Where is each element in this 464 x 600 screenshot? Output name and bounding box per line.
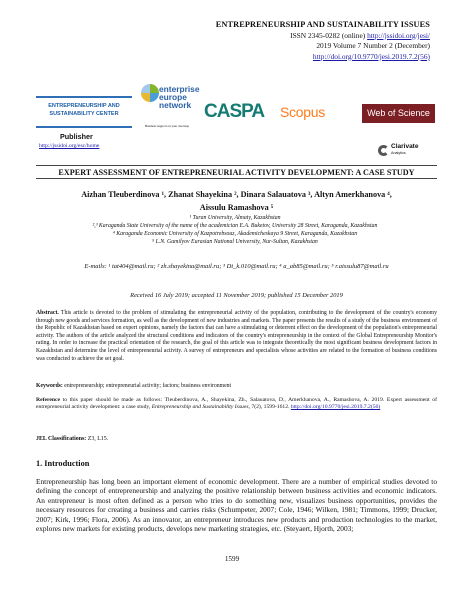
issn-line	[170, 31, 430, 42]
enterprise-europe-network-logo	[140, 82, 210, 142]
network-icon	[141, 84, 159, 102]
affiliations	[60, 214, 410, 246]
jel-label: JEL Classifications:	[36, 436, 87, 442]
clarivate-analytics: Analytics	[391, 151, 406, 155]
affiliation-1: ¹ Turan University, Almaty, Kazakhstan	[189, 215, 281, 221]
authors-line1: Aizhan Tleuberdinova ¹, Zhanat Shayekina ², Dinara Salauatova ³, Altyn Amerkhanova ⁴,	[81, 190, 392, 199]
abstract-text: This article is devoted to the problem of stimulating the entrepreneurial activity of the population, contributing to the development of the country's economy through new goods and services formation, as well as the development of new industries and markets. The paper presents the results of a study of the business environment of the Republic of Kazakhstan based on expert opinions, namely the factors that can have a stimulating or deterrent effect on the development of the population's entrepreneurial activity. The authors of the article analyzed the structural conditions and indicators of the country's entrepreneurship in the context of the Global Entrepreneurship Monitor's rating. In order to increase the practical orientation of the research, the goal of this article was to integrate theoretically the most significant business development factors in Kazakhstan and determine the level of entrepreneurial activity. A survey of entrepreneurs and specialists whose activities are related to the formation of business conditions was conducted to achieve the set goal.	[36, 310, 437, 362]
journal-title: ENTREPRENEURSHIP AND SUSTAINABILITY ISSUES	[215, 20, 430, 29]
clarivate-logo	[378, 145, 426, 157]
affiliation-2: ²,³ Karaganda State University of the name of the academician E.A. Buketov, University 28 Street, Karaganda, Kazakhstan	[92, 223, 378, 229]
page-number: 1599	[224, 555, 240, 563]
caspa-logo: CASPA	[204, 101, 265, 122]
affiliation-4: ⁵ L.N. Gumilyov Eurasian National University, Nur-Sultan, Kazakhstan	[152, 239, 318, 245]
center-logo-line2: SUSTAINABILITY CENTER	[49, 111, 119, 117]
center-logo-line1: ENTREPRENEURSHIP AND	[48, 103, 120, 109]
introduction-heading: 1. Introduction	[36, 459, 90, 468]
keywords	[36, 383, 437, 391]
reference-label: Reference	[36, 397, 61, 403]
publisher-label: Publisher	[60, 132, 93, 141]
enterprise-network-text: enterprise europe network	[159, 84, 200, 110]
abstract	[36, 310, 437, 363]
author-emails[interactable]: E-mails: ¹ tat404@mail.ru; ² zh.shayekina@mail.ru; ³ Di_k.010@mail.ru; ⁴ a_ab85@mail.ru; ⁵ r.aissulu87@mail.ru	[84, 263, 389, 270]
publisher-logos	[36, 82, 436, 156]
journal-doi-link[interactable]: http://doi.org/10.9770/jesi.2019.7.2(56)	[312, 51, 430, 61]
scopus-logo: Scopus	[280, 104, 325, 120]
title-bottom-rule	[36, 178, 437, 179]
clarivate-name: Clarivate	[391, 143, 419, 150]
publisher-link[interactable]: http://jssidoi.org/esc/home	[39, 143, 100, 149]
authors-line2: Aissulu Ramashova ⁵	[199, 203, 274, 212]
authors	[36, 188, 437, 214]
title-top-rule	[36, 165, 437, 166]
reference-pages: 7(2), 1599-1612.	[250, 404, 291, 411]
abstract-label: Abstract.	[36, 310, 59, 316]
introduction-text: Entrepreneurship has long been an important element of economic development. There are a number of empirical studies devoted to defining the concept of entrepreneurship and analyzing the positive relationship between business activities and economic indicators. An entrepreneur is most often defined as a person who tries to do something new, visualizes business opportunities, provides the necessary resources for creating a business and carries risks (Schumpeter, 2007; Cole, 1946; Wilken, 1981; Timmons, 1999; Drucker, 2007; Kirk, 1996; Flora, 2006). As an innovator, an entrepreneur introduces new products and production technologies to the market, explores new markets for existing products, develops new marketing strategies, etc. (Steyaert, Hjorth, 2003;	[36, 477, 437, 534]
affiliation-3: ⁴ Karaganda Economic University of Kazpotrebsouz, Akademicheskaya 9 Street, Karaganda, Kazakhstan	[112, 231, 358, 237]
citation-reference	[36, 397, 437, 412]
entrepreneurship-center-logo	[36, 96, 132, 128]
reference-doi-link[interactable]: http://doi.org/10.9770/jesi.2019.7.2(56)	[290, 404, 381, 411]
enterprise-network-tagline: Business support on your doorstep	[145, 124, 190, 128]
reference-text: to this paper should be made as follows: Tleuberdinova, A., Shayekina, Zh., Salauatova, D., Amerkhanova, A., Ramashova, A. 2019. Expert assessment of entrepreneurial activity development: a case study,	[36, 397, 437, 411]
journal-link[interactable]: http://jssidoi.org/jesi/	[367, 30, 430, 40]
article-title: EXPERT ASSESSMENT OF ENTREPRENEURIAL ACTIVITY DEVELOPMENT: A CASE STUDY	[58, 168, 415, 177]
web-of-science-logo: Web of Science	[362, 104, 435, 123]
clarivate-icon	[378, 145, 389, 156]
issn-text: ISSN 2345-0282 (online)	[290, 30, 368, 40]
publication-dates: Received 16 July 2019; accepted 11 November 2019; published 15 December 2019	[130, 292, 343, 299]
volume-line: 2019 Volume 7 Number 2 (December)	[316, 41, 430, 50]
jel-text: Z3, L15.	[86, 436, 109, 442]
keywords-label: Keywords:	[36, 383, 63, 389]
journal-header	[170, 20, 430, 62]
jel-classifications	[36, 436, 437, 444]
reference-journal: Entrepreneurship and Sustainability Issues,	[151, 404, 250, 411]
keywords-text: entrepreneurship; entrepreneurial activity; factors; business environment	[62, 383, 232, 389]
